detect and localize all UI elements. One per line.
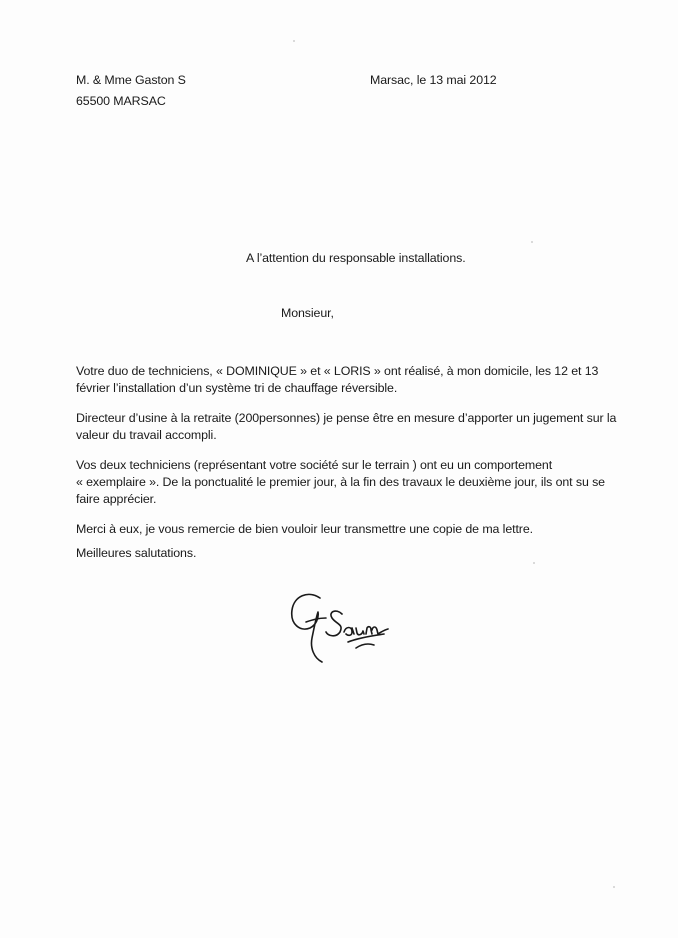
scan-speck	[293, 40, 295, 42]
place-date: Marsac, le 13 mai 2012	[370, 73, 497, 87]
paragraph-line: « exemplaire ». De la ponctualité le premier jour, à la fin des travaux le deuxième jour, ils ont su se	[76, 475, 605, 489]
paragraph-line: Merci à eux, je vous remercie de bien vouloir leur transmettre une copie de ma lettre.	[76, 522, 533, 536]
scan-speck	[533, 562, 535, 564]
closing	[76, 545, 196, 562]
paragraph-line: Vos deux techniciens (représentant votre société sur le terrain ) ont eu un comportement	[76, 458, 553, 472]
sender-city: 65500 MARSAC	[76, 94, 166, 108]
handwritten-signature	[286, 588, 396, 668]
paragraph-director	[76, 410, 616, 444]
sender-name: M. & Mme Gaston S	[76, 73, 186, 87]
paragraph-line: Meilleures salutations.	[76, 546, 197, 560]
attention-line: A l’attention du responsable installations.	[246, 251, 466, 265]
salutation: Monsieur,	[281, 306, 334, 320]
paragraph-line: valeur du travail accompli.	[76, 428, 217, 442]
paragraph-thanks	[76, 521, 533, 538]
paragraph-line: faire apprécier.	[76, 492, 157, 506]
paragraph-technicians	[76, 363, 598, 397]
paragraph-line: Votre duo de techniciens, « DOMINIQUE » et « LORIS » ont réalisé, à mon domicile, les 12 et 13	[76, 364, 599, 378]
paragraph-behaviour	[76, 457, 605, 508]
scan-speck	[531, 241, 533, 243]
paragraph-line: février l’installation d’un système tri de chauffage réversible.	[76, 381, 398, 395]
scan-speck	[613, 886, 615, 888]
paragraph-line: Directeur d’usine à la retraite (200personnes) je pense être en mesure d’apporter un jugement sur la	[76, 411, 617, 425]
